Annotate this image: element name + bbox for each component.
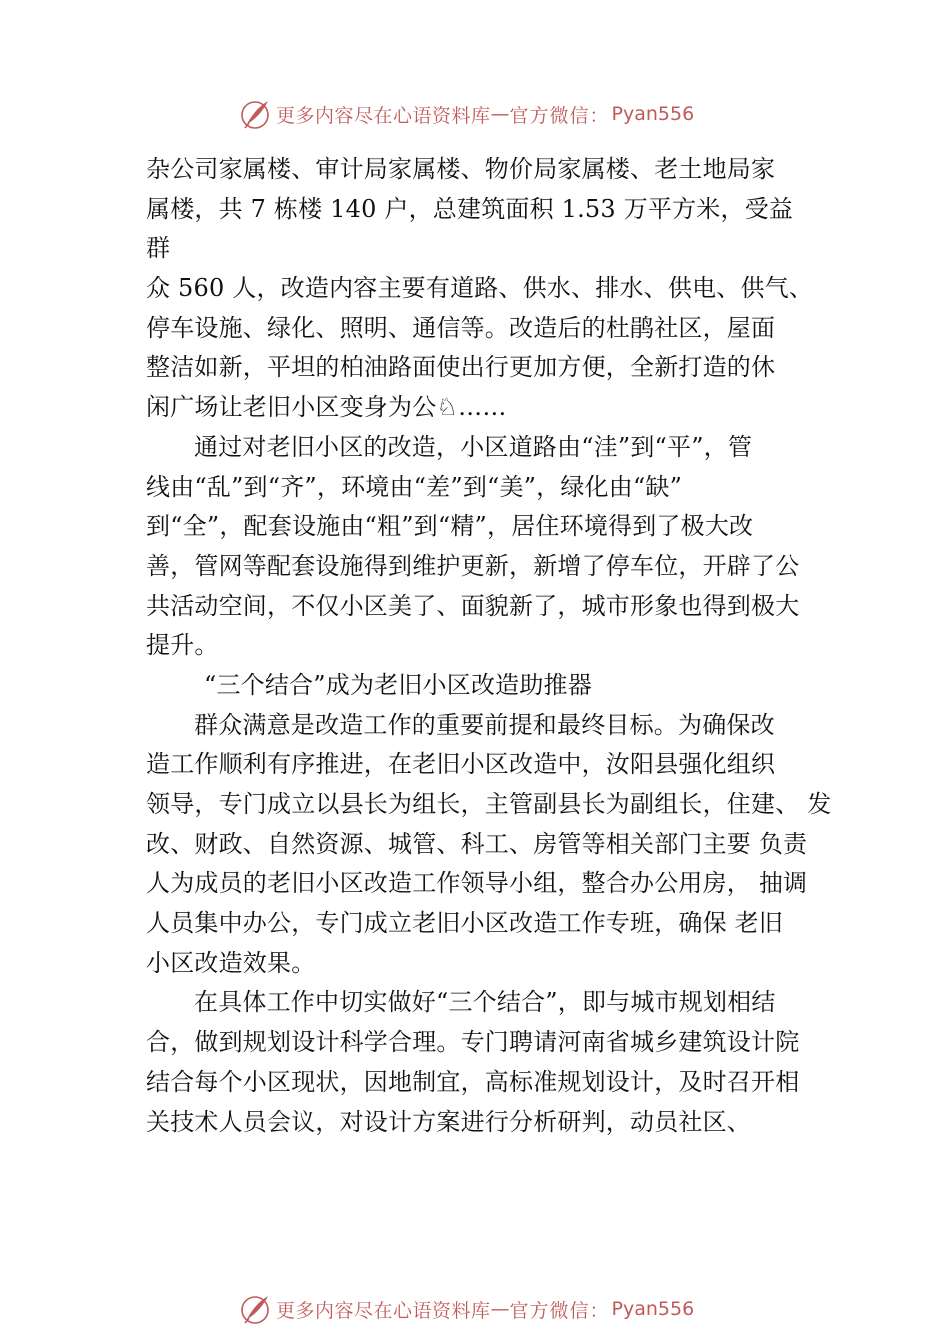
banner-separator: —	[490, 1298, 510, 1320]
header-banner	[238, 96, 694, 132]
text-line: 停车设施、绿化、照明、通信等。改造后的杜鹃社区，屋面	[146, 313, 776, 342]
text-line: 关技术人员会议，对设计方案进行分析研判，动员社区、	[146, 1107, 751, 1136]
quill-pen-logo-icon	[238, 97, 272, 131]
text-line: 整洁如新，平坦的柏油路面使出行更加方便，全新打造的休	[146, 353, 776, 382]
banner-wechat-label: 官方微信：	[509, 104, 610, 127]
paragraph-start-line: 在具体工作中切实做好“三个结合”，即与城市规划相结	[194, 988, 776, 1017]
text-line: 属楼，共 7 栋楼 140 户，总建筑面积 1.53 万平方米，受益	[146, 194, 794, 223]
banner-main-text: 更多内容尽在心语资料库	[276, 1299, 491, 1322]
banner-wechat-id: Pyan556	[611, 1298, 695, 1320]
text-line: 人为成员的老旧小区改造工作领导小组，整合办公用房， 抽调	[146, 869, 808, 898]
text-line: 善，管网等配套设施得到维护更新，新增了停车位，开辟了公	[146, 551, 800, 580]
text-line: 共活动空间，不仅小区美了、面貌新了，城市形象也得到极大	[146, 591, 800, 620]
text-line: 线由“乱”到“齐”，环境由“差”到“美”，绿化由“缺”	[146, 472, 683, 501]
text-line: 造工作顺利有序推进，在老旧小区改造中，汝阳县强化组织	[146, 750, 776, 779]
text-line: 改、财政、自然资源、城管、科工、房管等相关部门主要 负责	[146, 829, 808, 858]
text-line: 闲广场让老旧小区变身为公♘……	[146, 393, 507, 422]
text-line: 提升。	[146, 631, 219, 660]
text-line: 群	[146, 234, 171, 263]
paragraph-start-line: 群众满意是改造工作的重要前提和最终目标。为确保改	[194, 710, 775, 739]
banner-wechat-id: Pyan556	[611, 103, 695, 125]
footer-banner	[238, 1291, 694, 1327]
text-line: 杂公司家属楼、审计局家属楼、物价局家属楼、老土地局家	[146, 155, 776, 183]
text-line: 结合每个小区现状，因地制宜，高标准规划设计，及时召开相	[146, 1067, 800, 1096]
text-line: 人员集中办公，专门成立老旧小区改造工作专班，确保 老旧	[146, 909, 784, 938]
text-line: 领导，专门成立以县长为组长，主管副县长为副组长，住建、 发	[146, 790, 832, 818]
text-line: 小区改造效果。	[146, 948, 316, 977]
paragraph-start-line: 通过对老旧小区的改造，小区道路由“洼”到“平”，管	[194, 432, 753, 461]
text-line: 到“全”，配套设施由“粗”到“精”，居住环境得到了极大改	[146, 512, 754, 541]
banner-wechat-label: 官方微信：	[509, 1299, 610, 1322]
quill-pen-logo-icon	[238, 1292, 272, 1326]
section-heading: “三个结合”成为老旧小区改造助推器	[204, 670, 592, 699]
banner-main-text: 更多内容尽在心语资料库	[276, 104, 491, 127]
banner-separator: —	[490, 103, 510, 125]
text-line: 众 560 人，改造内容主要有道路、供水、排水、供电、供气、	[146, 274, 814, 303]
text-line: 合，做到规划设计科学合理。专门聘请河南省城乡建筑设计院	[146, 1028, 800, 1057]
document-body	[146, 150, 846, 1142]
